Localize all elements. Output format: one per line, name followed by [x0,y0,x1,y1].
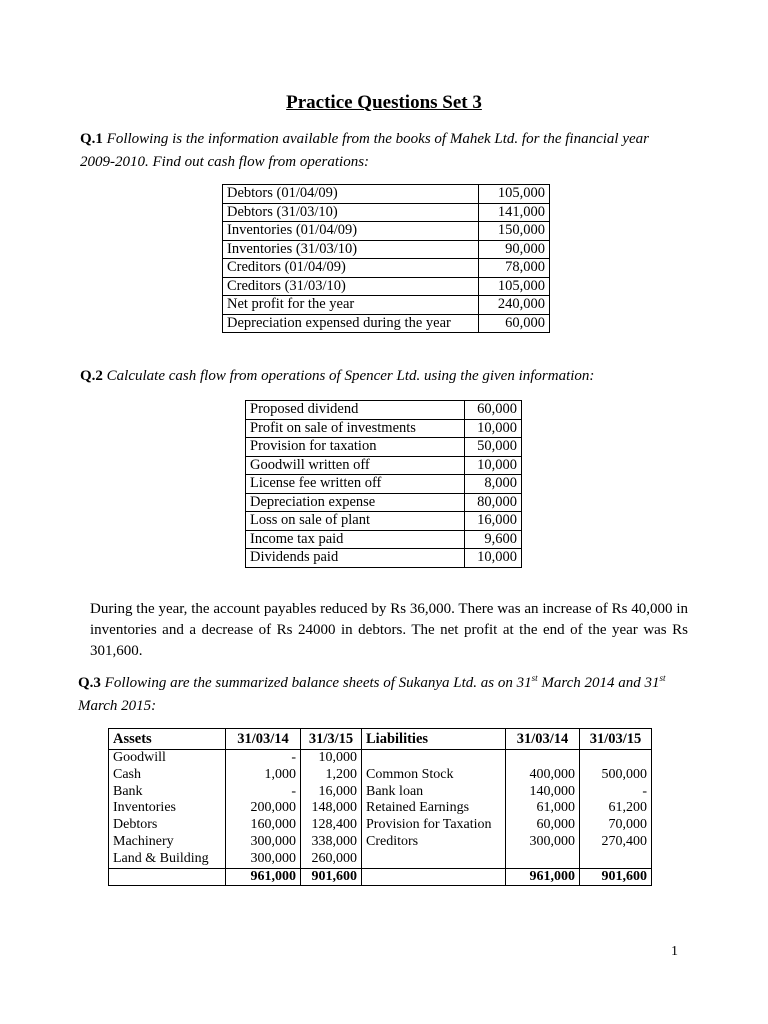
row-value: 90,000 [479,240,550,259]
table-cell: 500,000 [580,767,652,784]
table-row [246,493,522,512]
page-number: 1 [671,944,678,959]
q3-balance-sheet-table [108,728,652,886]
page-title: Practice Questions Set 3 [286,92,482,113]
row-label: Provision for taxation [246,438,465,457]
q2-label: Q.2 [80,368,103,384]
total-cell [109,868,226,886]
row-value: 60,000 [479,314,550,333]
column-header: Assets [109,729,226,750]
table-cell: 140,000 [506,784,580,801]
row-value: 78,000 [479,259,550,278]
table-row [223,314,550,333]
table-row [246,419,522,438]
table-cell: Provision for Taxation [362,817,506,834]
table-row [109,750,652,767]
table-cell: - [580,784,652,801]
table-cell: 128,400 [301,817,362,834]
table-row [109,851,652,868]
row-label: Creditors (01/04/09) [223,259,479,278]
table-row [223,277,550,296]
row-label: Depreciation expensed during the year [223,314,479,333]
row-label: Debtors (01/04/09) [223,185,479,204]
table-cell [506,750,580,767]
row-value: 10,000 [465,419,522,438]
row-value: 9,600 [465,530,522,549]
column-header: 31/03/15 [580,729,652,750]
row-value: 105,000 [479,185,550,204]
column-header: 31/03/14 [506,729,580,750]
table-row [246,530,522,549]
table-cell: 338,000 [301,834,362,851]
table-cell: 300,000 [226,851,301,868]
table-cell: - [226,750,301,767]
total-cell [362,868,506,886]
table-cell: 1,000 [226,767,301,784]
table-row [246,438,522,457]
table-row [223,296,550,315]
table-cell: Goodwill [109,750,226,767]
table-row [109,784,652,801]
table-cell [580,851,652,868]
q1-label: Q.1 [80,131,103,147]
table-cell [580,750,652,767]
row-value: 50,000 [465,438,522,457]
table-cell: 300,000 [226,834,301,851]
table-cell: 61,200 [580,800,652,817]
table-cell: 61,000 [506,800,580,817]
row-value: 10,000 [465,456,522,475]
table-row [223,185,550,204]
table-row [223,240,550,259]
table-cell: 270,400 [580,834,652,851]
q2-paragraph: During the year, the account payables reduced by Rs 36,000. There was an increase of Rs 40,000 in inventories and a decrease of Rs 24000 in debtors. The net profit at the end of the year was Rs 301,600. [90,601,688,659]
row-label: Goodwill written off [246,456,465,475]
q2-prompt [80,365,680,388]
table-row [223,203,550,222]
q2-text: Calculate cash flow from operations of Spencer Ltd. using the given information: [106,368,595,384]
total-cell: 961,000 [226,868,301,886]
row-label: Net profit for the year [223,296,479,315]
table-cell: 70,000 [580,817,652,834]
row-value: 105,000 [479,277,550,296]
table-cell [362,750,506,767]
table-row [246,401,522,420]
table-cell: Bank loan [362,784,506,801]
row-value: 10,000 [465,549,522,568]
table-cell: 10,000 [301,750,362,767]
row-value: 60,000 [465,401,522,420]
table-row [223,222,550,241]
table-cell [362,851,506,868]
table-cell: Debtors [109,817,226,834]
row-label: Creditors (31/03/10) [223,277,479,296]
q2-table [245,400,522,568]
table-cell: Inventories [109,800,226,817]
table-cell: Creditors [362,834,506,851]
row-value: 240,000 [479,296,550,315]
table-row [246,456,522,475]
row-label: Dividends paid [246,549,465,568]
table-cell: Common Stock [362,767,506,784]
row-label: Profit on sale of investments [246,419,465,438]
table-row [223,259,550,278]
total-cell: 901,600 [301,868,362,886]
table-cell: 1,200 [301,767,362,784]
table-cell: 400,000 [506,767,580,784]
row-label: Proposed dividend [246,401,465,420]
table-cell: Land & Building [109,851,226,868]
table-cell: 260,000 [301,851,362,868]
table-row [246,512,522,531]
table-cell [506,851,580,868]
row-label: Debtors (31/03/10) [223,203,479,222]
q3-label: Q.3 [78,675,101,691]
table-row [109,834,652,851]
table-cell: 200,000 [226,800,301,817]
table-cell: 300,000 [506,834,580,851]
table-row [109,800,652,817]
table-cell: Bank [109,784,226,801]
row-value: 80,000 [465,493,522,512]
table-cell: 60,000 [506,817,580,834]
row-value: 150,000 [479,222,550,241]
column-header: 31/3/15 [301,729,362,750]
q1-prompt [80,128,680,174]
table-row [246,549,522,568]
row-label: Depreciation expense [246,493,465,512]
table-cell: Cash [109,767,226,784]
table-cell: 148,000 [301,800,362,817]
table-cell: Machinery [109,834,226,851]
table-cell: - [226,784,301,801]
q3-prompt [78,672,678,718]
table-row [109,817,652,834]
totals-row [109,868,652,886]
total-cell: 961,000 [506,868,580,886]
row-label: Income tax paid [246,530,465,549]
row-label: Loss on sale of plant [246,512,465,531]
table-cell: 160,000 [226,817,301,834]
column-header: 31/03/14 [226,729,301,750]
row-value: 141,000 [479,203,550,222]
table-row [109,767,652,784]
row-label: Inventories (01/04/09) [223,222,479,241]
table-cell: 16,000 [301,784,362,801]
row-value: 8,000 [465,475,522,494]
q3-text: Following are the summarized balance sheets of Sukanya Ltd. as on 31st March 2014 and 31st March 2015: [78,673,666,714]
column-header: Liabilities [362,729,506,750]
table-cell: Retained Earnings [362,800,506,817]
row-label: Inventories (31/03/10) [223,240,479,259]
q1-text: Following is the information available from the books of Mahek Ltd. for the financial year 2009-2010. Find out cash flow from operations: [80,131,649,170]
row-value: 16,000 [465,512,522,531]
total-cell: 901,600 [580,868,652,886]
q1-table [222,184,550,333]
table-row [246,475,522,494]
row-label: License fee written off [246,475,465,494]
